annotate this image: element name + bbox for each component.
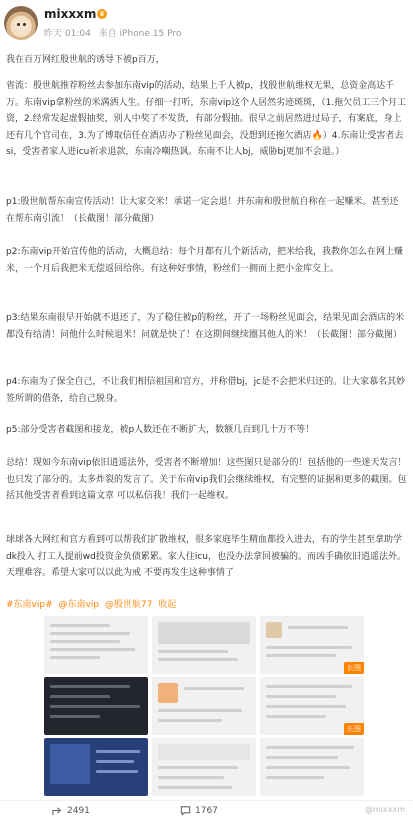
gallery-image[interactable] <box>44 616 148 674</box>
gallery-image[interactable] <box>44 738 148 796</box>
long-image-label: 长图 <box>344 662 364 674</box>
topic-tag[interactable]: #东南vip# <box>6 600 53 610</box>
gallery-image[interactable] <box>44 677 148 735</box>
share-count: 2491 <box>67 805 90 816</box>
comment-button[interactable] <box>180 805 218 816</box>
long-image-label: 长图 <box>344 723 364 735</box>
gallery-image[interactable] <box>152 616 256 674</box>
watermark: @mixxxm <box>364 805 405 814</box>
post-header <box>0 0 413 46</box>
username[interactable]: mixxxm <box>44 7 97 21</box>
post-paragraph: p1:殷世航帮东南宣传活动！让大家交米！承诺一定会退！并东南和殷世航自称在一起赚米。甚至还在帮东南引流！（长截图！部分截图） <box>6 197 399 224</box>
avatar-eye-left <box>17 23 20 26</box>
post-source: 来自 iPhone 15 Pro <box>98 29 182 39</box>
gallery-image[interactable] <box>260 616 364 674</box>
share-icon <box>52 805 63 816</box>
post-paragraph: 球球各大网红和官方看到可以帮我们扩散维权，很多家庭毕生精血都投入进去，有的学生甚至拿助学dk投入 打工人提前wd投资金负债累累。家人住icu，也没办法拿回被骗的。而凶手确依旧逍遥法外。天理难容。希望大家可以以此为戒 不要再发生这种事情了 <box>6 535 407 578</box>
comment-count: 1767 <box>195 805 218 816</box>
mention-tag[interactable]: @殷世航77 <box>104 600 153 610</box>
crown-badge-icon: ♛ <box>98 10 106 18</box>
collapse-link[interactable]: 收起 <box>158 600 177 610</box>
gallery-image[interactable] <box>260 738 364 796</box>
avatar[interactable] <box>4 6 38 40</box>
post-paragraph: p2:东南vip开始宣传他的活动，大概总结：每个月都有几个新活动，把米给我，我教你怎么在网上赚米，一个月后我把米无偿返回给你。有这种好事情，粉丝们一拥而上把小金库交上。 <box>6 247 404 274</box>
image-gallery <box>44 616 364 796</box>
post-paragraph: p5:部分受害者截图和接龙，被p人数还在不断扩大，数额几百到几十万不等！ <box>6 425 315 435</box>
comment-icon <box>180 805 191 816</box>
post-paragraph: 省流：殷世航推荐粉丝去参加东南vip的活动，结果上千人被p，找殷世航维权无果，总资金高达千万。东南vip拿粉丝的米满洒人生。仔细一打听，东南vip这个人居然劣迹斑斑，（1.拖欠员工三个月工资，2.经常发起虚假抽奖，别人中奖了不发货，有部分假抽。很早之前居然进过局子，有案底，身上还有几个官司在，3.为了博取信任在酒店办了粉丝见面会，没想到还拖欠酒店🔥）4.东南让受害者去si，受害者家人进icu祈求退款，东南冷嘲热讽。东南不让人bj，威胁bj更加不会退。） <box>6 81 407 157</box>
post-paragraph: 总结！现如今东南vip依旧逍遥法外，受害者不断增加！这些图只是部分的！包括他的一些迷天发言！也只发了部分的。太多炸裂的发言了。关于东南vip我们会继续维权，有完整的证据和更多的截图。包括其他受害者看到这篇文章 可以私信我！我们一起维权。 <box>6 458 407 501</box>
mention-tag[interactable]: @东南vip <box>58 600 100 610</box>
post-tags <box>6 597 179 610</box>
avatar-face <box>13 19 29 31</box>
gallery-image[interactable] <box>152 677 256 735</box>
post-paragraph: 我在百万网红殷世航的诱导下被p百万， <box>6 55 165 65</box>
post-paragraph: p4:东南为了保全自己，不让我们相信祖国和官方，并称借bj，jc是不会把米归还的。让大家慕名其妙签所谓的借条，给自己脱身。 <box>6 377 406 404</box>
post-time: 昨天 01:04 <box>44 29 91 39</box>
action-bar <box>0 800 413 822</box>
gallery-image[interactable] <box>152 738 256 796</box>
share-button[interactable] <box>52 805 90 816</box>
post-paragraph: p3:结果东南很早开始就不退还了，为了稳住被p的粉丝，开了一场粉丝见面会，结果见面会酒店的米都没有结清！问他什么时候退米！问就是快了！在这期间继续圈其他人的米！（长截图！部分截图） <box>6 313 405 340</box>
post-meta <box>44 26 186 39</box>
gallery-image[interactable] <box>260 677 364 735</box>
avatar-eye-right <box>23 23 26 26</box>
